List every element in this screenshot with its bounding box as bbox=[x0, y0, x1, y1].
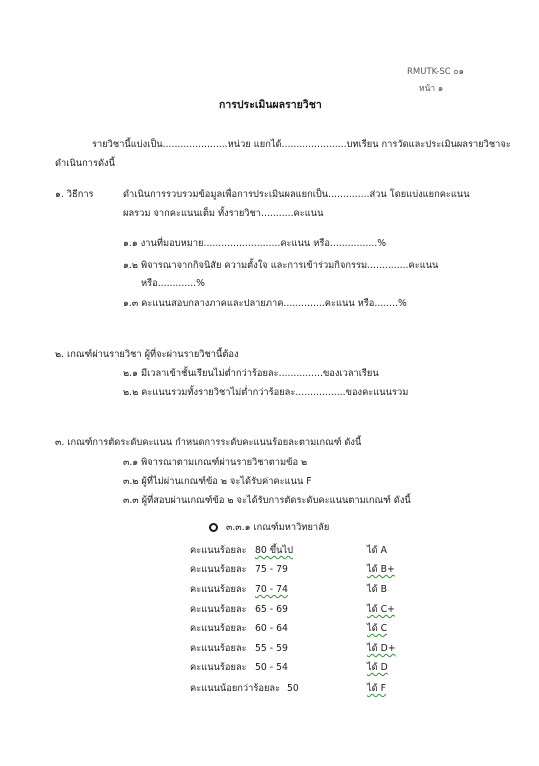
grade-range: 65 - 69 bbox=[255, 604, 288, 615]
grade-label: คะแนนน้อยกว่าร้อยละ bbox=[190, 683, 281, 694]
document-code: RMUTK-SC ๐๑ bbox=[407, 67, 465, 77]
section2-heading: ๒. เกณฑ์ผ่านรายวิชา ผู้ที่จะผ่านรายวิชานี้ต้อง bbox=[55, 349, 239, 360]
section3-heading: ๓. เกณฑ์การตัดระดับคะแนน กำหนดการระดับคะแนนร้อยละตามเกณฑ์ ดังนี้ bbox=[55, 437, 362, 448]
grade-result: ได้ A bbox=[367, 545, 388, 556]
page-title: การประเมินผลรายวิชา bbox=[219, 99, 322, 111]
section1-item-2-cont: หรือ.............% bbox=[141, 278, 205, 289]
section1-line-2: ผลรวม จากคะแนนเต็ม ทั้งรายวิชา...........คะแนน bbox=[123, 208, 324, 219]
grade-result: ได้ B+ bbox=[367, 564, 395, 575]
grade-label: คะแนนร้อยละ bbox=[190, 643, 247, 654]
section3-item-1: ๓.๑ พิจารณาตามเกณฑ์ผ่านรายวิชาตามข้อ ๒ bbox=[123, 457, 308, 468]
intro-line-2: ดำเนินการดังนี้ bbox=[55, 158, 115, 169]
section2-item-1: ๒.๑ มีเวลาเข้าชั้นเรียนไม่ต่ำกว่าร้อยละ...............ของเวลาเรียน bbox=[123, 368, 379, 379]
grade-label: คะแนนร้อยละ bbox=[190, 662, 247, 673]
grade-label: คะแนนร้อยละ bbox=[190, 604, 247, 615]
grade-label: คะแนนร้อยละ bbox=[190, 564, 247, 575]
grade-label: คะแนนร้อยละ bbox=[190, 584, 247, 595]
section1-heading: ๑. วิธีการ bbox=[55, 189, 94, 200]
grade-result: ได้ B bbox=[367, 584, 388, 595]
grade-range: 50 - 54 bbox=[255, 662, 288, 673]
page-number: หน้า ๑ bbox=[419, 84, 444, 94]
grade-result: ได้ F bbox=[367, 683, 387, 694]
section2-item-2: ๒.๒ คะแนนรวมทั้งรายวิชาไม่ต่ำกว่าร้อยละ.................ของคะแนนรวม bbox=[123, 387, 409, 398]
grade-range: 75 - 79 bbox=[255, 564, 288, 575]
section3-item-3: ๓.๓ ผู้ที่สอบผ่านเกณฑ์ข้อ ๒ จะได้รับการตัดระดับคะแนนตามเกณฑ์ ดังนี้ bbox=[123, 495, 411, 506]
grade-range: 60 - 64 bbox=[255, 623, 288, 634]
grade-range: 50 bbox=[287, 683, 299, 694]
grade-result: ได้ D+ bbox=[367, 643, 396, 654]
grade-range: 80 ขึ้นไป bbox=[255, 545, 294, 556]
section1-item-2: ๑.๒ พิจารณาจากกิจนิสัย ความตั้งใจ และการเข้าร่วมกิจกรรม..............คะแนน bbox=[123, 260, 439, 271]
section1-line-1: ดำเนินการรวบรวมข้อมูลเพื่อการประเมินผลแยกเป็น..............ส่วน โดยแบ่งแยกคะแนน bbox=[123, 189, 470, 200]
bullet-circle-icon bbox=[209, 523, 218, 532]
grade-label: คะแนนร้อยละ bbox=[190, 545, 247, 556]
grade-label: คะแนนร้อยละ bbox=[190, 623, 247, 634]
grade-range: 55 - 59 bbox=[255, 643, 288, 654]
intro-line-1: รายวิชานี้แบ่งเป็น......................หน่วย แยกได้......................บทเรียน การวัดและประเมินผลรายวิชาจะ bbox=[92, 139, 511, 150]
grade-result: ได้ C+ bbox=[367, 604, 395, 615]
grade-result: ได้ D bbox=[367, 662, 388, 673]
section1-item-1: ๑.๑ งานที่มอบหมาย..........................คะแนน หรือ................% bbox=[123, 238, 387, 249]
section1-item-3: ๑.๓ คะแนนสอบกลางภาคและปลายภาค..............คะแนน หรือ........% bbox=[123, 298, 407, 309]
section3-item-2: ๓.๒ ผู้ที่ไม่ผ่านเกณฑ์ข้อ ๒ จะได้รับค่าคะแนน F bbox=[123, 476, 312, 487]
grade-range: 70 - 74 bbox=[255, 584, 288, 595]
grade-result: ได้ C bbox=[367, 623, 388, 634]
section3-subheading: ๓.๓.๑ เกณฑ์มหาวิทยาลัย bbox=[226, 522, 330, 533]
